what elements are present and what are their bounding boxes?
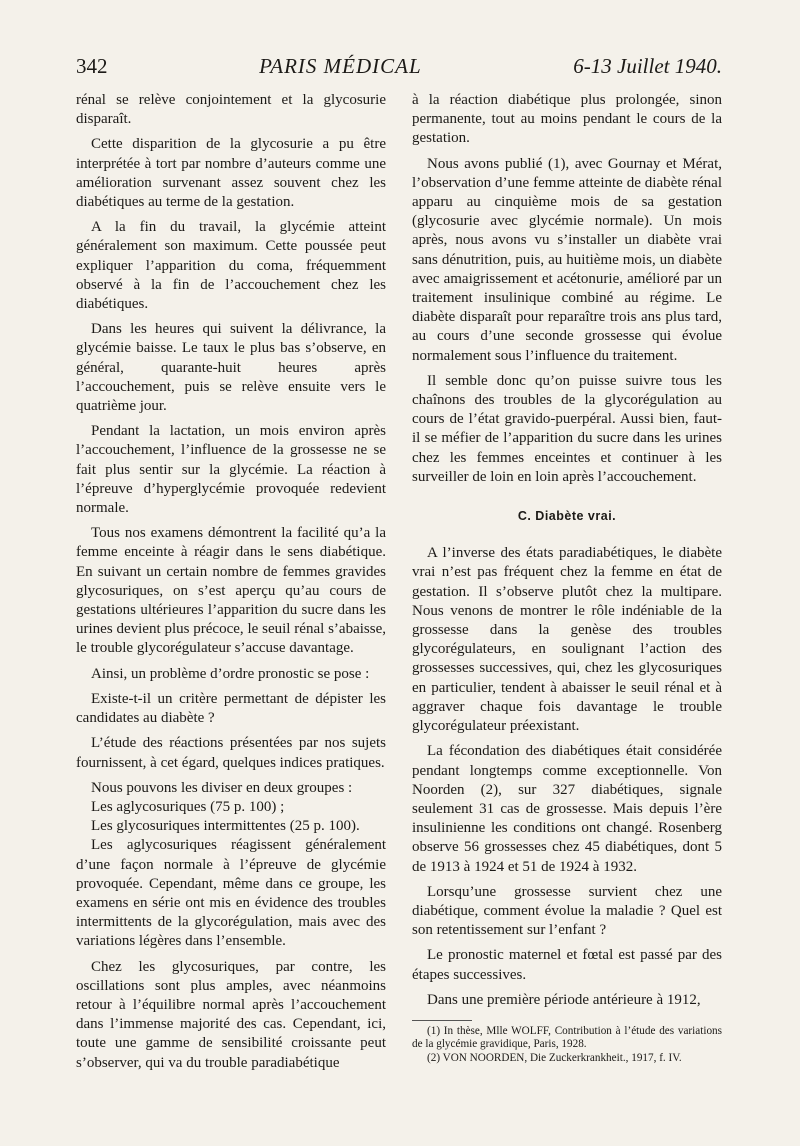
paragraph: Nous avons publié (1), avec Gournay et Mérat, l’observation d’une femme atteinte de diabète rénal apparu au cinquième mois de sa gestation (glycosurie avec glycémie normale). Un mois après, nous avons vu s’installer un diabète vrai sans dénutrition, puis, au huitième mois, un diabète avec amaigrissement et acétonurie, amélioré par un traitement insulinique combiné au régime. Le diabète disparaît pour reparaître trois ans plus tard, au cours d’une seconde grossesse qui évolue normalement sous l’influence du traitement. (412, 155, 722, 364)
paragraph: Il semble donc qu’on puisse suivre tous les chaînons des troubles de la glycorégulation au cours de l’état gravido-puerpéral. Aussi bien, faut-il se méfier de l’apparition du sucre dans les urines chez les femmes enceintes et continuer à les surveiller de loin en loin après l’accouchement. (412, 372, 722, 485)
paragraph: à la réaction diabétique plus prolongée, sinon permanente, tout au moins pendant le cours de la gestation. (412, 92, 722, 147)
paragraph: Cette disparition de la glycosurie a pu être interprétée à tort par nombre d’auteurs comme une amélioration survenant assez souvent chez les diabétiques au terme de la gestation. (76, 136, 386, 211)
paragraph: A l’inverse des états paradiabétiques, le diabète vrai n’est pas fréquent chez la femme en état de gestation. Il s’observe plutôt chez la multipare. Nous venons de montrer le rôle indéniable de la grossesse dans la genèse des troubles glycorégulateurs, en soulignant l’action des grossesses successives, qui, chez les glycosuriques en particulier, tendent à abaisser le seuil rénal et à aggraver chaque fois davantage le trouble glycorégulateur préexistant. (412, 545, 722, 735)
footnote: (2) VON NOORDEN, Die Zuckerkrankheit., 1917, f. IV. (427, 1051, 682, 1064)
page-header (76, 54, 722, 84)
paragraph: Dans les heures qui suivent la délivrance, la glycémie baisse. Le taux le plus bas s’observe, en général, quarante-huit heures après l’accouchement, puis se relève ensuite vers le quatrième jour. (76, 321, 386, 415)
paragraph: rénal se relève conjointement et la glycosurie disparaît. (76, 92, 386, 128)
paragraph: Les aglycosuriques réagissent généralement d’une façon normale à l’épreuve de glycémie provoquée. Cependant, même dans ce groupe, les examens en série ont mis en évidence des troubles intermittents de la glycorégulation, mais avec des variations légères dans l’ensemble. (76, 837, 386, 950)
list-item: Les glycosuriques intermittentes (25 p. 100). (91, 818, 360, 835)
issue-date: 6-13 Juillet 1940. (573, 54, 722, 78)
footnote-divider (412, 1020, 472, 1021)
paragraph: La fécondation des diabétiques était considérée pendant longtemps comme exceptionnelle. Von Noorden (2), sur 327 diabétiques, signale seulement 31 cas de grossesse. Mais depuis l’ère insulinienne les conditions ont changé. Rosenberg observe 56 grossesses chez 45 diabétiques, dont 5 de 1913 à 1924 et 51 de 1924 à 1932. (412, 743, 722, 875)
paragraph: Ainsi, un problème d’ordre pronostic se pose : (91, 665, 370, 682)
footnote: (1) In thèse, Mlle WOLFF, Contribution à l’étude des variations de la glycémie gravidique, Paris, 1928. (412, 1024, 722, 1051)
page-number: 342 (76, 54, 108, 78)
paragraph: Existe-t-il un critère permettant de dépister les candidates au diabète ? (76, 690, 386, 727)
section-heading: C. Diabète vrai. (517, 509, 617, 524)
paragraph: Chez les glycosuriques, par contre, les oscillations sont plus amples, avec néanmoins retour à l’équilibre normal après l’accouchement dans l’immense majorité des cas. Cependant, ici, toute une gamme de sensibilité croissante peut s’observer, qui va du trouble paradiabétique (76, 958, 386, 1071)
left-column (76, 91, 386, 1073)
right-column (412, 91, 722, 1065)
journal-title: PARIS MÉDICAL (259, 54, 422, 78)
paragraph: L’étude des réactions présentées par nos sujets fournissent, à cet égard, quelques indices pratiques. (76, 735, 386, 771)
list-item: Les aglycosuriques (75 p. 100) ; (91, 798, 285, 815)
paragraph: Nous pouvons les diviser en deux groupes : (91, 779, 353, 796)
paragraph: Le pronostic maternel et fœtal est passé par des étapes successives. (412, 947, 722, 983)
paragraph: Tous nos examens démontrent la facilité qu’a la femme enceinte à réagir dans le sens diabétique. En suivant un certain nombre de femmes gravides glycosuriques, on s’est aperçu qu’au cours de gestations ultérieures l’apparition du sucre dans les urines devient plus précoce, le seuil rénal s’abaisse, le trouble glycorégulateur s’accuse davantage. (76, 525, 386, 657)
paragraph: A la fin du travail, la glycémie atteint généralement son maximum. Cette poussée peut expliquer l’apparition du coma, fréquemment observé à la fin de l’accouchement chez les diabétiques. (76, 219, 386, 313)
paragraph: Pendant la lactation, un mois environ après l’accouchement, l’influence de la grossesse ne se fait plus sentir sur la glycémie. La réaction à l’épreuve d’hyperglycémie provoquée redevient normale. (76, 423, 386, 517)
paragraph: Lorsqu’une grossesse survient chez une diabétique, comment évolue la maladie ? Quel est son retentissement sur l’enfant ? (412, 883, 722, 939)
paragraph: Dans une première période antérieure à 1912, (427, 991, 701, 1008)
